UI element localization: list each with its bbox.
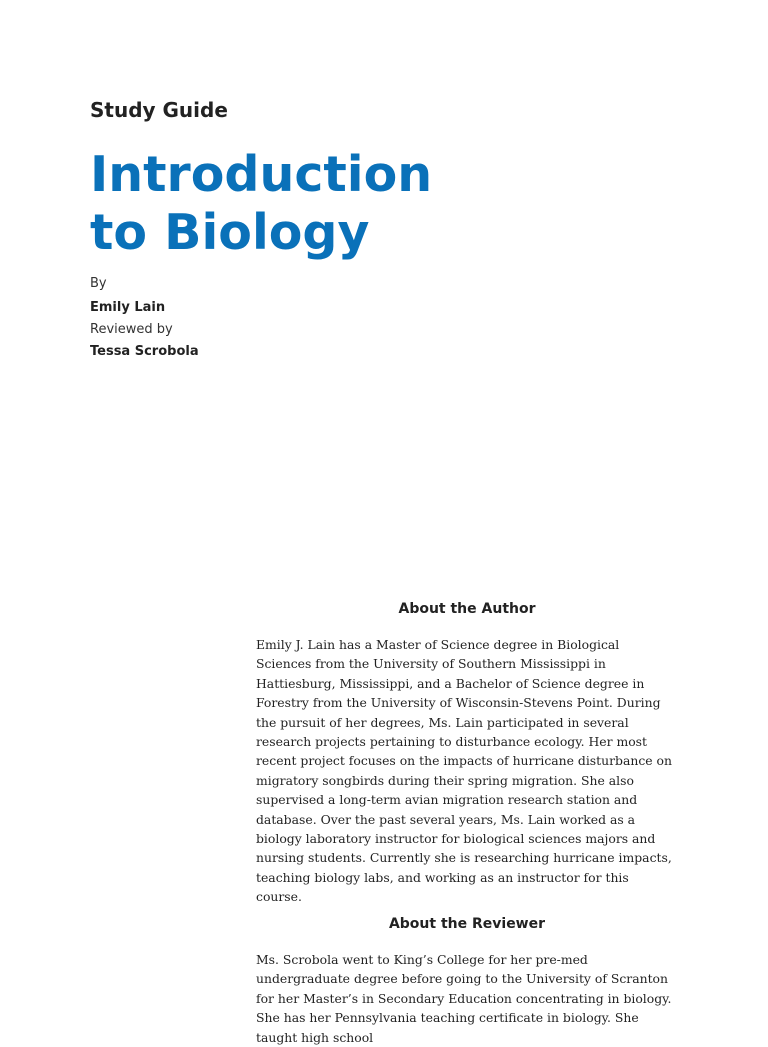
about-author-section — [256, 601, 678, 907]
about-reviewer-heading: About the Reviewer — [388, 916, 546, 932]
about-reviewer-section — [256, 916, 678, 1047]
title-line-2: to Biology — [90, 204, 370, 261]
about-reviewer-body: Ms. Scrobola went to King’s College for her pre-med undergraduate degree before going to the University of Scranton for her Master’s in Secondary Education concentrating in biology. She has her Pennsylvania teaching certificate in biology. She taught high school — [256, 952, 672, 1045]
reviewed-by-label: Reviewed by — [90, 322, 173, 337]
reviewer-name: Tessa Scrobola — [90, 344, 199, 359]
credits-block — [90, 276, 199, 366]
title-line-1: Introduction — [90, 146, 433, 203]
about-author-body: Emily J. Lain has a Master of Science degree in Biological Sciences from the University of Southern Mississippi in Hattiesburg, Mississippi, and a Bachelor of Science degree in Forestry from the University of Wisconsin-Stevens Point. During the pursuit of her degrees, Ms. Lain participated in several research projects pertaining to disturbance ecology. Her most recent project focuses on the impacts of hurricane disturbance on migratory songbirds during their spring migration. She also supervised a long-term avian migration research station and database. Over the past several years, Ms. Lain worked as a biology laboratory instructor for biological sciences majors and nursing students. Currently she is researching hurricane impacts, teaching biology labs, and working as an instructor for this course. — [256, 637, 672, 905]
author-name: Emily Lain — [90, 300, 166, 315]
document-title — [90, 146, 432, 262]
about-author-heading: About the Author — [398, 601, 536, 617]
document-kicker: Study Guide — [90, 98, 228, 122]
by-label: By — [90, 276, 107, 291]
